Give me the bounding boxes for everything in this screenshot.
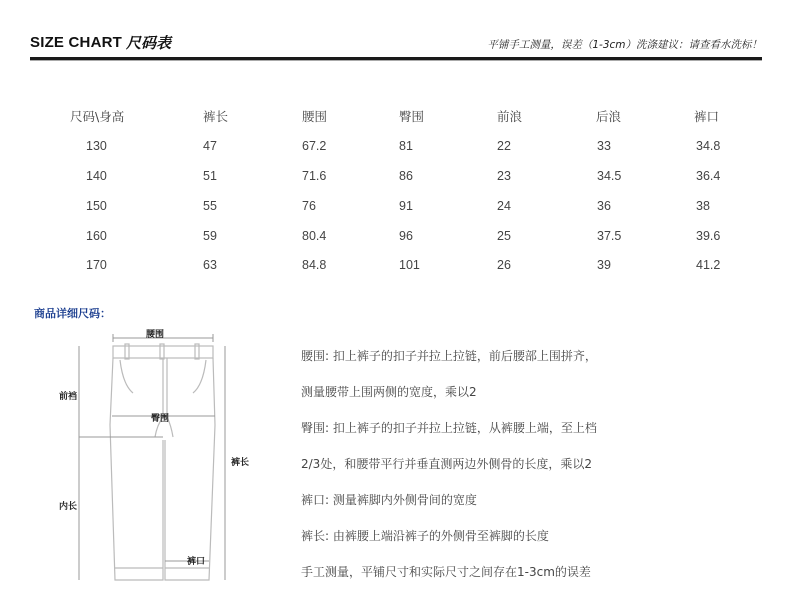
table-cell: 91: [399, 199, 413, 213]
table-header-back-rise: 后浪: [596, 109, 622, 124]
table-cell: 22: [497, 139, 511, 153]
table-cell: 38: [696, 199, 710, 213]
table-cell: 47: [203, 139, 217, 153]
diagram-label-length: 裤长: [231, 458, 250, 468]
detail-section-title: 商品详细尺码：: [34, 307, 111, 320]
desc-error-note: 手工测量，平铺尺寸和实际尺寸之间存在1-3cm的误差: [301, 565, 591, 579]
table-cell: 51: [203, 169, 217, 183]
table-cell: 59: [203, 229, 217, 243]
desc-hem: 裤口: 测量裤脚内外侧骨间的宽度: [301, 493, 477, 507]
desc-length: 裤长: 由裤腰上端沿裤子的外侧骨至裤脚的长度: [301, 529, 549, 543]
title-en: SIZE CHART: [30, 34, 122, 51]
desc-waist-2: 测量腰带上围两侧的宽度，乘以2: [301, 385, 477, 399]
table-header-hem: 裤口: [694, 109, 720, 124]
table-cell: 23: [497, 169, 511, 183]
table-cell: 150: [86, 199, 107, 213]
table-cell: 24: [497, 199, 511, 213]
desc-waist-1: 腰围: 扣上裤子的扣子并拉上拉链，前后腰部上围拼齐，: [301, 349, 597, 363]
table-cell: 55: [203, 199, 217, 213]
diagram-label-inseam: 内长: [59, 502, 78, 512]
header: [30, 34, 762, 58]
table-cell: 67.2: [302, 139, 327, 153]
table-cell: 36: [597, 199, 611, 213]
diagram-label-hem: 裤口: [187, 557, 206, 567]
diagram-label-front-rise: 前裆: [59, 392, 78, 402]
table-cell: 26: [497, 258, 511, 272]
table-cell: 81: [399, 139, 413, 153]
table-cell: 41.2: [696, 258, 721, 272]
table-header-length: 裤长: [203, 109, 229, 124]
table-header-hip: 臀围: [399, 109, 425, 124]
desc-hip-2: 2/3处，和腰带平行并垂直测两边外侧骨的长度，乘以2: [301, 457, 592, 471]
table-cell: 76: [302, 199, 316, 213]
table-cell: 160: [86, 229, 107, 243]
measurement-note: 平铺手工测量，误差（1-3cm）洗涤建议：请查看水洗标！: [487, 39, 762, 51]
diagram-label-hip: 臀围: [151, 414, 170, 424]
desc-hip-1: 臀围: 扣上裤子的扣子并拉上拉链，从裤腰上端，至上档: [301, 421, 597, 435]
table-header-front-rise: 前浪: [497, 109, 523, 124]
table-cell: 80.4: [302, 229, 327, 243]
table-cell: 84.8: [302, 258, 327, 272]
header-divider-thin: [30, 60, 762, 61]
table-cell: 39: [597, 258, 611, 272]
table-cell: 96: [399, 229, 413, 243]
table-cell: 101: [399, 258, 420, 272]
pants-outline-illustration: [55, 325, 260, 590]
table-cell: 130: [86, 139, 107, 153]
table-cell: 36.4: [696, 169, 721, 183]
table-header-waist: 腰围: [302, 109, 328, 124]
table-cell: 63: [203, 258, 217, 272]
table-cell: 34.5: [597, 169, 622, 183]
table-cell: 170: [86, 258, 107, 272]
title-cn: 尺码表: [126, 34, 172, 52]
table-cell: 86: [399, 169, 413, 183]
pants-diagram: [55, 325, 260, 590]
table-cell: 37.5: [597, 229, 622, 243]
table-cell: 140: [86, 169, 107, 183]
table-cell: 71.6: [302, 169, 327, 183]
table-cell: 39.6: [696, 229, 721, 243]
table-cell: 33: [597, 139, 611, 153]
diagram-label-waist: 腰围: [146, 330, 165, 340]
table-cell: 25: [497, 229, 511, 243]
table-header-size: 尺码\身高: [70, 109, 125, 124]
table-cell: 34.8: [696, 139, 721, 153]
